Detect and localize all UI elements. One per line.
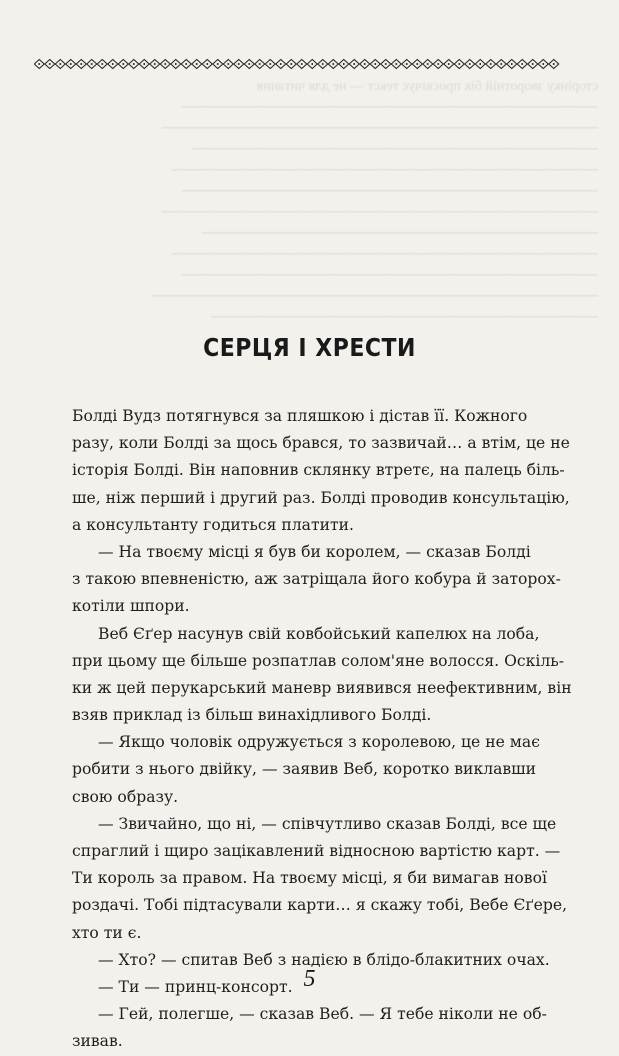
body-line: з такою впевненістю, аж затріщала його кобура й заторох- [72, 570, 561, 589]
body-line: свою образу. [72, 787, 179, 806]
body-line: Болді Вудз потягнувся за пляшкою і дістав її. Кожного [72, 407, 528, 425]
body-line: — Якщо чоловік одружується з королевою, це не має [98, 733, 540, 752]
body-line: Веб Єґер насунув свій ковбойський капелюх на лоба, [98, 624, 540, 643]
ornamental-border [34, 58, 566, 70]
body-line: при цьому ще більше розпатлав солом'яне волосся. Оскіль- [72, 651, 565, 670]
body-line: — Гей, полегше, — сказав Веб. — Я тебе ніколи не об- [98, 1005, 547, 1024]
body-line: котіли шпори. [72, 597, 190, 616]
body-line: — Звичайно, що ні, — співчутливо сказав Болді, все ще [98, 814, 557, 833]
chapter-title: СЕРЦЯ І ХРЕСТИ [203, 334, 416, 363]
body-line: — На твоєму місці я був би королем, — сказав Болді [98, 542, 531, 561]
body-line: — Хто? — спитав Веб з надією в блідо-блакитних очах. [98, 950, 550, 969]
show-through-text: сторінку зворотній бік просвічує текст — не для читання ────────────────────────────────────────── ──────────────────────────────────────────── ───────────────────────────────────────── ─────────────────────────────────────────── ────────────────────────────────────────── ──────────────────────────────────────────── ──────────────────────────────────────── ─────────────────────────────────────────── ────────────────────────────────────────── ───────────────────────────────────────────── ─────────────────────────────────────── [151, 79, 598, 325]
body-line: зивав. [72, 1032, 123, 1051]
body-line: ше, ніж перший і другий раз. Болді проводив консультацію, [72, 488, 570, 507]
body-line: роздачі. Тобі підтасували карти… я скажу тобі, Вебе Єґере, [72, 896, 568, 915]
body-line: а консультанту годиться платити. [72, 515, 354, 534]
body-line: ки ж цей перукарський маневр виявився неефективним, він [72, 678, 572, 697]
body-text [72, 403, 572, 1056]
body-line: — Ти — принц-консорт. [98, 977, 293, 996]
body-line: разу, коли Болді за щось брався, то зазвичай… а втім, це не [72, 434, 570, 453]
body-line: історія Болді. Він наповнив склянку втретє, на палець біль- [72, 461, 565, 480]
body-line: хто ти є. [72, 923, 142, 942]
body-line: взяв приклад із більш винахідливого Болді. [72, 706, 432, 725]
body-line: робити з нього двійку, — заявив Веб, коротко виклавши [72, 760, 537, 779]
page-number: 5 [303, 966, 316, 992]
body-line: Ти король за правом. На твоєму місці, я би вимагав нової [72, 869, 547, 888]
body-line: спраглий і щиро зацікавлений відносною вартістю карт. — [72, 842, 561, 860]
